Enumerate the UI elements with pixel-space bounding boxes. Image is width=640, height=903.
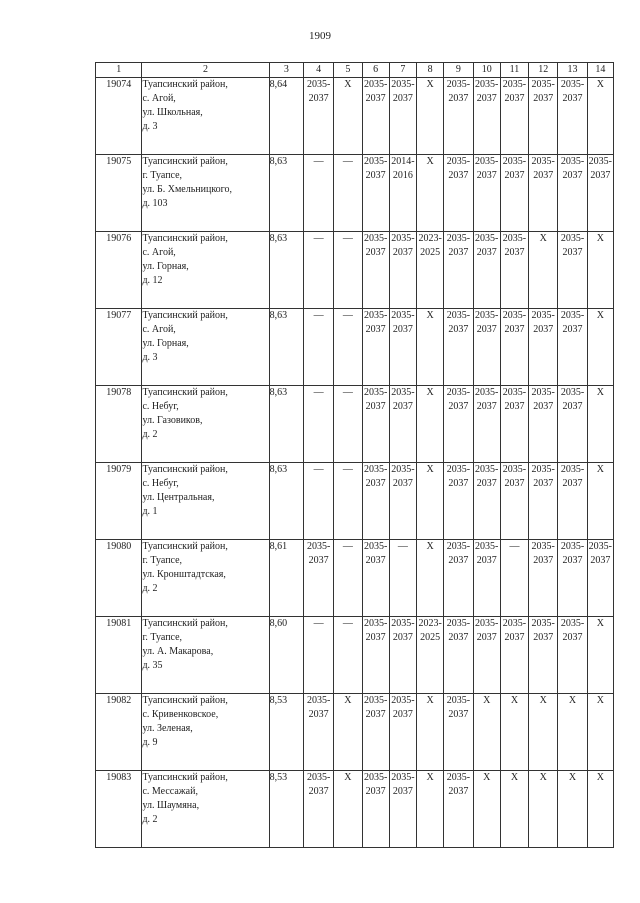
period-cell: X: [473, 771, 500, 848]
period-cell: 2035- 2037: [362, 463, 389, 540]
period-cell: 2035- 2037: [389, 771, 416, 848]
address-line: с. Агой,: [142, 324, 176, 335]
value-cell: 8,63: [269, 463, 303, 540]
address-cell: [142, 463, 269, 540]
column-header: 5: [334, 63, 362, 78]
column-header: 6: [362, 63, 389, 78]
address-line: ул. Горная,: [142, 261, 189, 272]
period-cell: 2035- 2037: [444, 617, 473, 694]
period-cell: 2035- 2037: [500, 232, 528, 309]
column-header: 9: [444, 63, 473, 78]
period-cell: 2035- 2037: [473, 78, 500, 155]
period-cell: 2035- 2037: [444, 771, 473, 848]
column-header: 1: [96, 63, 142, 78]
address-line: д. 2: [142, 429, 158, 440]
period-cell: 2035- 2037: [362, 309, 389, 386]
address-cell: [142, 78, 269, 155]
address-line: д. 3: [142, 121, 158, 132]
period-cell: 2035- 2037: [500, 386, 528, 463]
period-cell: —: [334, 155, 362, 232]
period-cell: 2035- 2037: [389, 232, 416, 309]
value-cell: 8,63: [269, 309, 303, 386]
period-cell: X: [587, 463, 613, 540]
period-cell: 2035- 2037: [529, 309, 558, 386]
period-cell: —: [334, 309, 362, 386]
period-cell: 2035- 2037: [362, 694, 389, 771]
period-cell: X: [417, 386, 444, 463]
column-header: 12: [529, 63, 558, 78]
period-cell: X: [334, 78, 362, 155]
row-number: 19077: [96, 309, 142, 386]
address-cell: [142, 617, 269, 694]
address-cell: [142, 155, 269, 232]
address-cell: [142, 232, 269, 309]
address-line: д. 3: [142, 352, 158, 363]
period-cell: 2035- 2037: [362, 771, 389, 848]
period-cell: —: [334, 232, 362, 309]
value-cell: 8,64: [269, 78, 303, 155]
period-cell: X: [473, 694, 500, 771]
period-cell: 2035- 2037: [362, 78, 389, 155]
address-line: Туапсинский район,: [142, 695, 228, 706]
period-cell: 2035- 2037: [362, 540, 389, 617]
row-number: 19074: [96, 78, 142, 155]
period-cell: X: [587, 617, 613, 694]
period-cell: 2023- 2025: [417, 232, 444, 309]
row-number: 19081: [96, 617, 142, 694]
address-line: Туапсинский район,: [142, 156, 228, 167]
period-cell: 2035- 2037: [529, 463, 558, 540]
column-header: 14: [587, 63, 613, 78]
address-line: ул. Горная,: [142, 338, 189, 349]
period-cell: X: [587, 386, 613, 463]
row-number: 19076: [96, 232, 142, 309]
address-cell: [142, 540, 269, 617]
period-cell: —: [303, 617, 333, 694]
address-line: с. Агой,: [142, 247, 176, 258]
address-line: г. Туапсе,: [142, 632, 183, 643]
address-line: ул. Школьная,: [142, 107, 203, 118]
period-cell: 2035- 2037: [473, 155, 500, 232]
address-line: с. Агой,: [142, 93, 176, 104]
column-header: 11: [500, 63, 528, 78]
period-cell: 2035- 2037: [587, 155, 613, 232]
period-cell: 2014- 2016: [389, 155, 416, 232]
period-cell: 2035- 2037: [389, 78, 416, 155]
table-row: [96, 617, 614, 694]
period-cell: 2035- 2037: [444, 463, 473, 540]
period-cell: 2035- 2037: [558, 232, 587, 309]
period-cell: 2035- 2037: [558, 78, 587, 155]
period-cell: —: [389, 540, 416, 617]
period-cell: 2035- 2037: [362, 617, 389, 694]
period-cell: 2035- 2037: [303, 694, 333, 771]
period-cell: 2035- 2037: [362, 155, 389, 232]
column-header: 2: [142, 63, 269, 78]
row-number: 19078: [96, 386, 142, 463]
address-line: с. Кривенковское,: [142, 709, 219, 720]
period-cell: X: [529, 694, 558, 771]
period-cell: X: [529, 771, 558, 848]
period-cell: 2035- 2037: [500, 78, 528, 155]
period-cell: 2035- 2037: [500, 463, 528, 540]
period-cell: X: [417, 309, 444, 386]
period-cell: X: [334, 771, 362, 848]
address-line: д. 35: [142, 660, 163, 671]
address-cell: [142, 694, 269, 771]
period-cell: X: [417, 694, 444, 771]
period-cell: —: [500, 540, 528, 617]
period-cell: 2035- 2037: [558, 309, 587, 386]
period-cell: 2035- 2037: [529, 617, 558, 694]
period-cell: 2035- 2037: [444, 694, 473, 771]
period-cell: 2035- 2037: [389, 386, 416, 463]
period-cell: 2035- 2037: [389, 694, 416, 771]
table-row: [96, 78, 614, 155]
period-cell: X: [500, 694, 528, 771]
period-cell: 2035- 2037: [473, 232, 500, 309]
address-line: д. 9: [142, 737, 158, 748]
period-cell: X: [558, 771, 587, 848]
header-row: [96, 63, 614, 78]
value-cell: 8,53: [269, 694, 303, 771]
period-cell: 2035- 2037: [444, 155, 473, 232]
period-cell: —: [303, 463, 333, 540]
period-cell: 2035- 2037: [389, 463, 416, 540]
period-cell: X: [417, 771, 444, 848]
address-line: Туапсинский район,: [142, 310, 228, 321]
period-cell: 2035- 2037: [473, 386, 500, 463]
column-header: 8: [417, 63, 444, 78]
period-cell: X: [587, 309, 613, 386]
registry-table: [95, 62, 614, 848]
address-line: ул. Газовиков,: [142, 415, 203, 426]
address-line: г. Туапсе,: [142, 170, 183, 181]
table-row: [96, 463, 614, 540]
value-cell: 8,60: [269, 617, 303, 694]
period-cell: 2035- 2037: [500, 155, 528, 232]
period-cell: 2035- 2037: [529, 386, 558, 463]
address-line: ул. Кронштадтская,: [142, 569, 226, 580]
value-cell: 8,63: [269, 232, 303, 309]
period-cell: 2035- 2037: [362, 386, 389, 463]
table-row: [96, 540, 614, 617]
period-cell: X: [587, 771, 613, 848]
period-cell: X: [417, 540, 444, 617]
period-cell: X: [587, 694, 613, 771]
address-line: г. Туапсе,: [142, 555, 183, 566]
period-cell: 2023- 2025: [417, 617, 444, 694]
period-cell: —: [334, 540, 362, 617]
address-line: с. Небуг,: [142, 401, 179, 412]
address-line: Туапсинский район,: [142, 387, 228, 398]
period-cell: X: [529, 232, 558, 309]
address-line: д. 2: [142, 583, 158, 594]
column-header: 4: [303, 63, 333, 78]
period-cell: X: [558, 694, 587, 771]
period-cell: X: [500, 771, 528, 848]
period-cell: —: [303, 386, 333, 463]
address-cell: [142, 386, 269, 463]
period-cell: 2035- 2037: [444, 386, 473, 463]
period-cell: X: [417, 78, 444, 155]
period-cell: 2035- 2037: [303, 771, 333, 848]
period-cell: 2035- 2037: [529, 78, 558, 155]
period-cell: 2035- 2037: [473, 463, 500, 540]
period-cell: —: [334, 617, 362, 694]
period-cell: X: [587, 78, 613, 155]
address-line: Туапсинский район,: [142, 464, 228, 475]
period-cell: 2035- 2037: [473, 309, 500, 386]
period-cell: —: [303, 232, 333, 309]
column-header: 13: [558, 63, 587, 78]
page-number: 1909: [309, 30, 331, 42]
period-cell: 2035- 2037: [473, 617, 500, 694]
row-number: 19075: [96, 155, 142, 232]
row-number: 19080: [96, 540, 142, 617]
address-line: Туапсинский район,: [142, 541, 228, 552]
period-cell: 2035- 2037: [444, 309, 473, 386]
period-cell: 2035- 2037: [389, 309, 416, 386]
address-line: д. 103: [142, 198, 168, 209]
table-row: [96, 771, 614, 848]
table-row: [96, 232, 614, 309]
address-line: д. 1: [142, 506, 158, 517]
period-cell: —: [334, 463, 362, 540]
value-cell: 8,61: [269, 540, 303, 617]
period-cell: 2035- 2037: [558, 617, 587, 694]
period-cell: 2035- 2037: [500, 617, 528, 694]
column-header: 7: [389, 63, 416, 78]
address-line: ул. Б. Хмельницкого,: [142, 184, 233, 195]
address-line: с. Небуг,: [142, 478, 179, 489]
value-cell: 8,63: [269, 386, 303, 463]
column-header: 3: [269, 63, 303, 78]
period-cell: —: [334, 386, 362, 463]
period-cell: 2035- 2037: [444, 232, 473, 309]
address-line: Туапсинский район,: [142, 233, 228, 244]
period-cell: 2035- 2037: [529, 155, 558, 232]
address-line: с. Мессажай,: [142, 786, 198, 797]
period-cell: 2035- 2037: [473, 540, 500, 617]
row-number: 19082: [96, 694, 142, 771]
address-line: ул. Шаумяна,: [142, 800, 200, 811]
column-header: 10: [473, 63, 500, 78]
period-cell: X: [417, 463, 444, 540]
table-row: [96, 155, 614, 232]
period-cell: 2035- 2037: [389, 617, 416, 694]
table-row: [96, 309, 614, 386]
period-cell: X: [334, 694, 362, 771]
period-cell: 2035- 2037: [558, 386, 587, 463]
period-cell: —: [303, 309, 333, 386]
period-cell: 2035- 2037: [558, 540, 587, 617]
period-cell: 2035- 2037: [303, 540, 333, 617]
period-cell: 2035- 2037: [529, 540, 558, 617]
period-cell: X: [417, 155, 444, 232]
table-row: [96, 694, 614, 771]
address-cell: [142, 309, 269, 386]
period-cell: 2035- 2037: [587, 540, 613, 617]
period-cell: 2035- 2037: [362, 232, 389, 309]
row-number: 19079: [96, 463, 142, 540]
address-line: Туапсинский район,: [142, 772, 228, 783]
period-cell: 2035- 2037: [444, 540, 473, 617]
table-row: [96, 386, 614, 463]
period-cell: 2035- 2037: [444, 78, 473, 155]
address-line: ул. Зеленая,: [142, 723, 193, 734]
period-cell: 2035- 2037: [558, 463, 587, 540]
row-number: 19083: [96, 771, 142, 848]
address-line: Туапсинский район,: [142, 618, 228, 629]
address-cell: [142, 771, 269, 848]
address-line: ул. Центральная,: [142, 492, 215, 503]
period-cell: 2035- 2037: [303, 78, 333, 155]
period-cell: X: [587, 232, 613, 309]
address-line: Туапсинский район,: [142, 79, 228, 90]
value-cell: 8,63: [269, 155, 303, 232]
period-cell: —: [303, 155, 333, 232]
period-cell: 2035- 2037: [500, 309, 528, 386]
address-line: д. 12: [142, 275, 163, 286]
value-cell: 8,53: [269, 771, 303, 848]
address-line: ул. А. Макарова,: [142, 646, 214, 657]
period-cell: 2035- 2037: [558, 155, 587, 232]
address-line: д. 2: [142, 814, 158, 825]
